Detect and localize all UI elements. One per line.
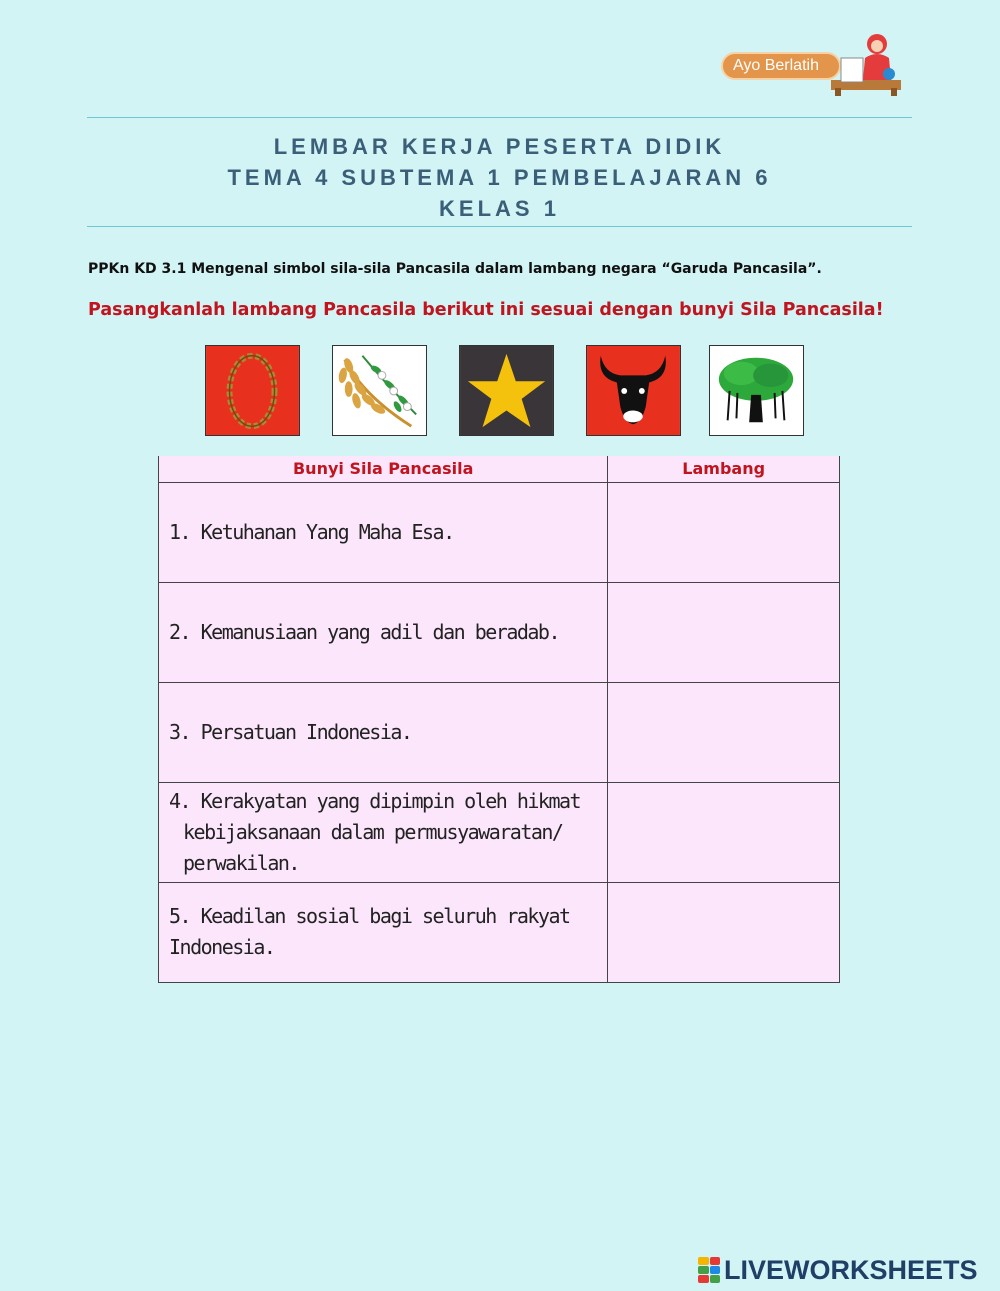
header-bottom-rule	[87, 226, 912, 227]
table-row	[159, 482, 840, 582]
bull-head-icon	[587, 346, 680, 435]
symbol-chain[interactable]	[205, 345, 300, 436]
table-row	[159, 782, 840, 882]
table-row	[159, 582, 840, 682]
symbol-bull-head[interactable]	[586, 345, 681, 436]
header-lambang: Lambang	[608, 456, 840, 482]
liveworksheets-mark-icon	[698, 1257, 720, 1283]
sila-3-text: 3. Persatuan Indonesia.	[159, 682, 608, 782]
symbol-rice-cotton[interactable]	[332, 345, 427, 436]
ayo-berlatih-badge	[718, 30, 908, 100]
pancasila-matching-table	[158, 456, 840, 983]
worksheet-class: KELAS 1	[439, 196, 560, 221]
worksheet-subtitle: TEMA 4 SUBTEMA 1 PEMBELAJARAN 6	[227, 165, 772, 190]
banyan-tree-icon	[710, 346, 803, 435]
worksheet-title: LEMBAR KERJA PESERTA DIDIK	[273, 134, 726, 159]
liveworksheets-logo[interactable]	[698, 1255, 998, 1285]
sila-4-text: 4. Kerakyatan yang dipimpin oleh hikmat kebijaksanaan dalam permusyawaratan/ perwakilan.	[159, 782, 608, 882]
student-illustration-icon	[823, 30, 903, 96]
star-icon	[460, 346, 553, 435]
lambang-drop-zone-2[interactable]	[608, 582, 840, 682]
sila-2-text: 2. Kemanusiaan yang adil dan beradab.	[159, 582, 608, 682]
sila-5-text: 5. Keadilan sosial bagi seluruh rakyat Indonesia.	[159, 882, 608, 982]
table-header-row	[159, 456, 840, 482]
sila-1-text: 1. Ketuhanan Yang Maha Esa.	[159, 482, 608, 582]
table-row	[159, 682, 840, 782]
lambang-drop-zone-3[interactable]	[608, 682, 840, 782]
header-bunyi-sila: Bunyi Sila Pancasila	[159, 456, 608, 482]
symbol-star[interactable]	[459, 345, 554, 436]
header-top-rule	[87, 117, 912, 118]
lambang-drop-zone-5[interactable]	[608, 882, 840, 982]
kd-description: PPKn KD 3.1 Mengenal simbol sila-sila Pancasila dalam lambang negara “Garuda Pancasila”.	[88, 261, 822, 277]
instruction-text: Pasangkanlah lambang Pancasila berikut ini sesuai dengan bunyi Sila Pancasila!	[88, 300, 884, 320]
liveworksheets-brand: LIVEWORKSHEETS	[724, 1254, 978, 1285]
lambang-drop-zone-4[interactable]	[608, 782, 840, 882]
lambang-drop-zone-1[interactable]	[608, 482, 840, 582]
rice-cotton-icon	[333, 346, 426, 435]
badge-label: Ayo Berlatih	[721, 52, 841, 80]
symbol-banyan-tree[interactable]	[709, 345, 804, 436]
chain-icon	[206, 346, 299, 435]
table-row	[159, 882, 840, 982]
